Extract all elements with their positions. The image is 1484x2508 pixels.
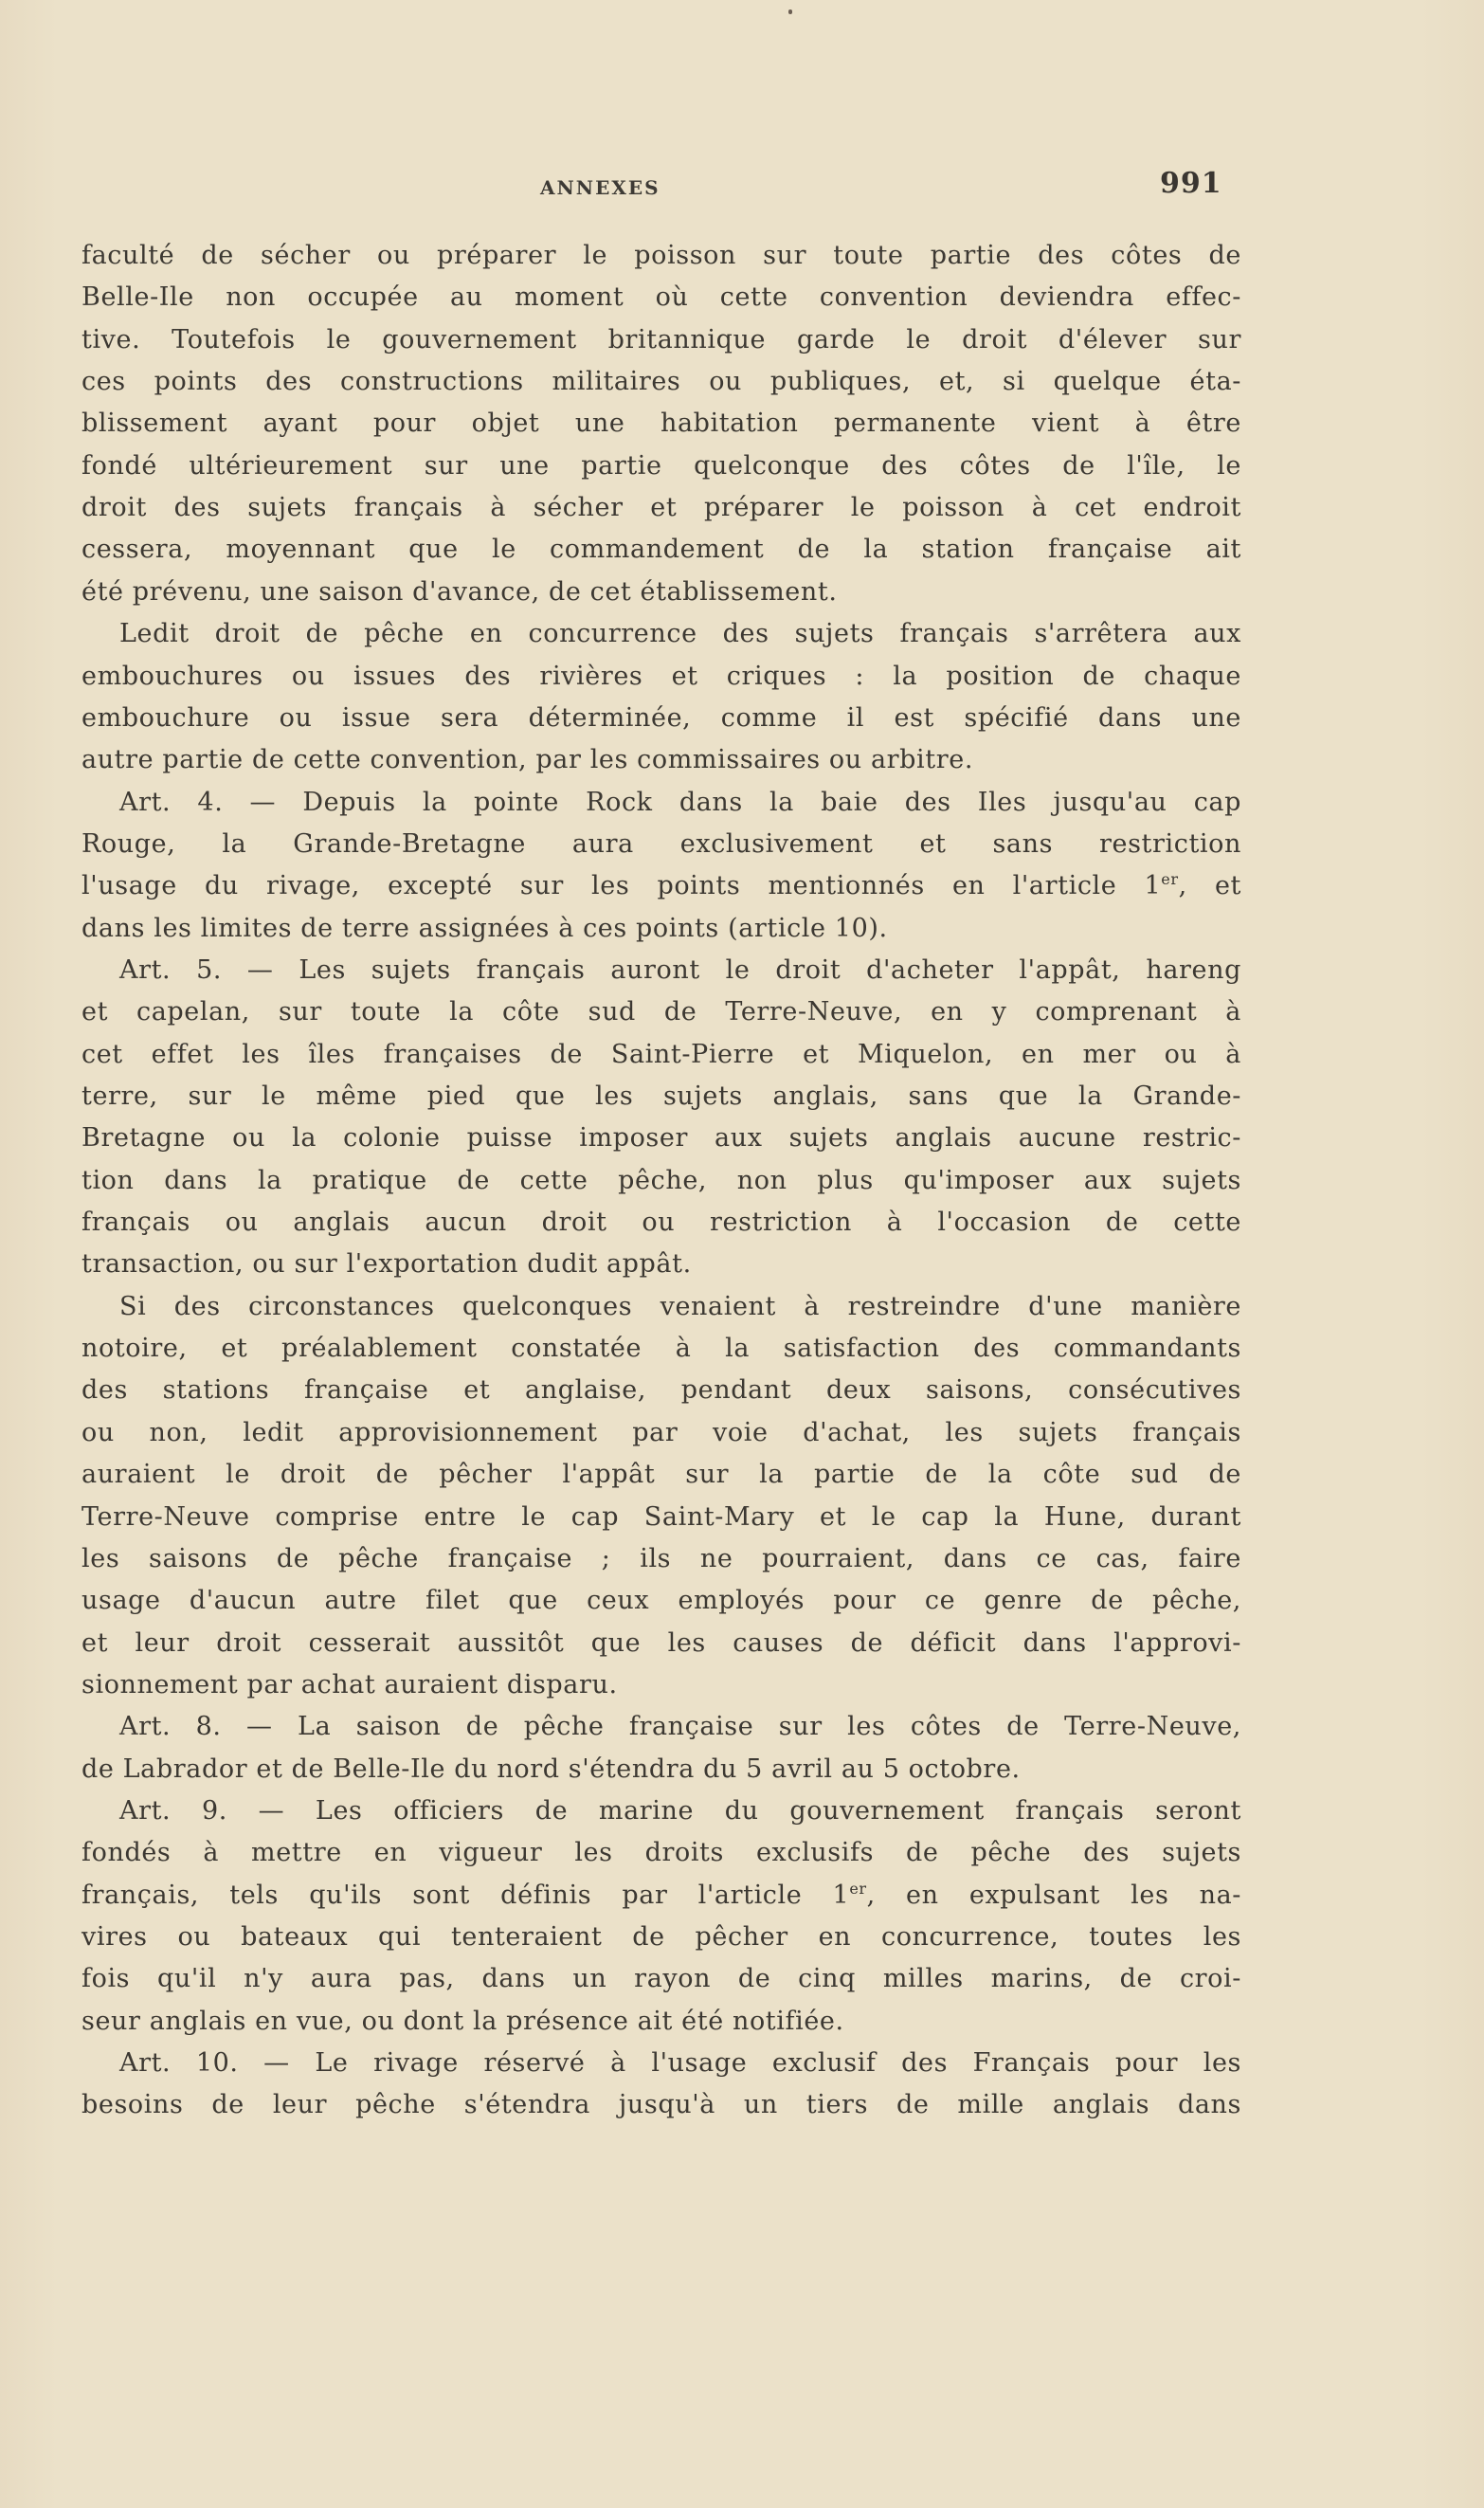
text-line: auraient le droit de pêcher l'appât sur la partie de la côte sud de [81,1460,1241,1490]
text-line: l'usage du rivage, excepté sur les points mentionnés en l'article 1er, et [81,870,1241,901]
text-line: usage d'aucun autre filet que ceux employés pour ce genre de pêche, [81,1586,1241,1616]
text-line: embouchures ou issues des rivières et criques : la position de chaque [81,661,1241,691]
text-line: Belle-Ile non occupée au moment où cette convention deviendra effec- [81,282,1241,313]
text-line: embouchure ou issue sera déterminée, comme il est spécifié dans une [81,702,1241,733]
text-line: fondés à mettre en vigueur les droits exclusifs de pêche des sujets [81,1838,1241,1868]
text-line: ou non, ledit approvisionnement par voie d'achat, les sujets français [81,1417,1241,1447]
text-line: sionnement par achat auraient disparu. [81,1669,618,1699]
text-line: dans les limites de terre assignées à ces points (article 10). [81,913,888,943]
text-line: Rouge, la Grande-Bretagne aura exclusivement et sans restriction [81,828,1241,859]
text-line: fondé ultérieurement sur une partie quelconque des côtes de l'île, le [81,450,1241,481]
text-line: tive. Toutefois le gouvernement britannique garde le droit d'élever sur [81,324,1241,354]
text-line: Art. 9. — Les officiers de marine du gouvernement français seront [119,1795,1241,1826]
ordinal-superscript: er [1161,870,1179,889]
page-number: 991 [1160,167,1222,200]
text-line: tion dans la pratique de cette pêche, non plus qu'imposer aux sujets [81,1165,1241,1195]
text-line: terre, sur le même pied que les sujets anglais, sans que la Grande- [81,1081,1241,1111]
text-line: été prévenu, une saison d'avance, de cet établissement. [81,576,838,607]
text-line: Si des circonstances quelconques venaient à restreindre d'une manière [119,1291,1241,1321]
text-line: vires ou bateaux qui tenteraient de pêcher en concurrence, toutes les [81,1922,1241,1952]
running-head: ANNEXES [540,176,661,199]
text-line: et capelan, sur toute la côte sud de Terre-Neuve, en y comprenant à [81,997,1241,1027]
text-line: français ou anglais aucun droit ou restriction à l'occasion de cette [81,1208,1241,1238]
ordinal-superscript: er [849,1879,867,1898]
text-line: des stations française et anglaise, pendant deux saisons, consécutives [81,1375,1241,1406]
text-line: besoins de leur pêche s'étendra jusqu'à un tiers de mille anglais dans [81,2090,1241,2120]
text-line: de Labrador et de Belle-Ile du nord s'étendra du 5 avril au 5 octobre. [81,1754,1021,1784]
print-speck [788,9,792,14]
text-line: Art. 5. — Les sujets français auront le droit d'acheter l'appât, hareng [119,954,1241,985]
text-line: droit des sujets français à sécher et préparer le poisson à cet endroit [81,493,1241,523]
text-line: autre partie de cette convention, par les commissaires ou arbitre. [81,745,974,775]
text-line: Art. 10. — Le rivage réservé à l'usage exclusif des Français pour les [119,2048,1241,2079]
text-line: fois qu'il n'y aura pas, dans un rayon de cinq milles marins, de croi- [81,1964,1241,1994]
text-line: ces points des constructions militaires ou publiques, et, si quelque éta- [81,367,1241,397]
text-line: notoire, et préalablement constatée à la satisfaction des commandants [81,1334,1241,1364]
text-line: Ledit droit de pêche en concurrence des sujets français s'arrêtera aux [119,619,1241,649]
text-line: blissement ayant pour objet une habitation permanente vient à être [81,409,1241,439]
text-line: Bretagne ou la colonie puisse imposer aux sujets anglais aucune restric- [81,1123,1241,1154]
text-line: Terre-Neuve comprise entre le cap Saint-Mary et le cap la Hune, durant [81,1501,1241,1532]
text-line: et leur droit cesserait aussitôt que les causes de déficit dans l'approvi- [81,1627,1241,1658]
text-line: seur anglais en vue, ou dont la présence ait été notifiée. [81,2006,844,2036]
text-line: faculté de sécher ou préparer le poisson sur toute partie des côtes de [81,241,1241,270]
text-line: Art. 8. — La saison de pêche française sur les côtes de Terre-Neuve, [119,1712,1241,1742]
text-line: transaction, ou sur l'exportation dudit appât. [81,1249,692,1280]
text-line: cet effet les îles françaises de Saint-Pierre et Miquelon, en mer ou à [81,1039,1241,1069]
text-line: les saisons de pêche française ; ils ne pourraient, dans ce cas, faire [81,1543,1241,1573]
text-line: cessera, moyennant que le commandement de la station française ait [81,535,1241,565]
text-line: Art. 4. — Depuis la pointe Rock dans la baie des Iles jusqu'au cap [119,787,1241,817]
text-line: français, tels qu'ils sont définis par l'article 1er, en expulsant les na- [81,1879,1242,1910]
